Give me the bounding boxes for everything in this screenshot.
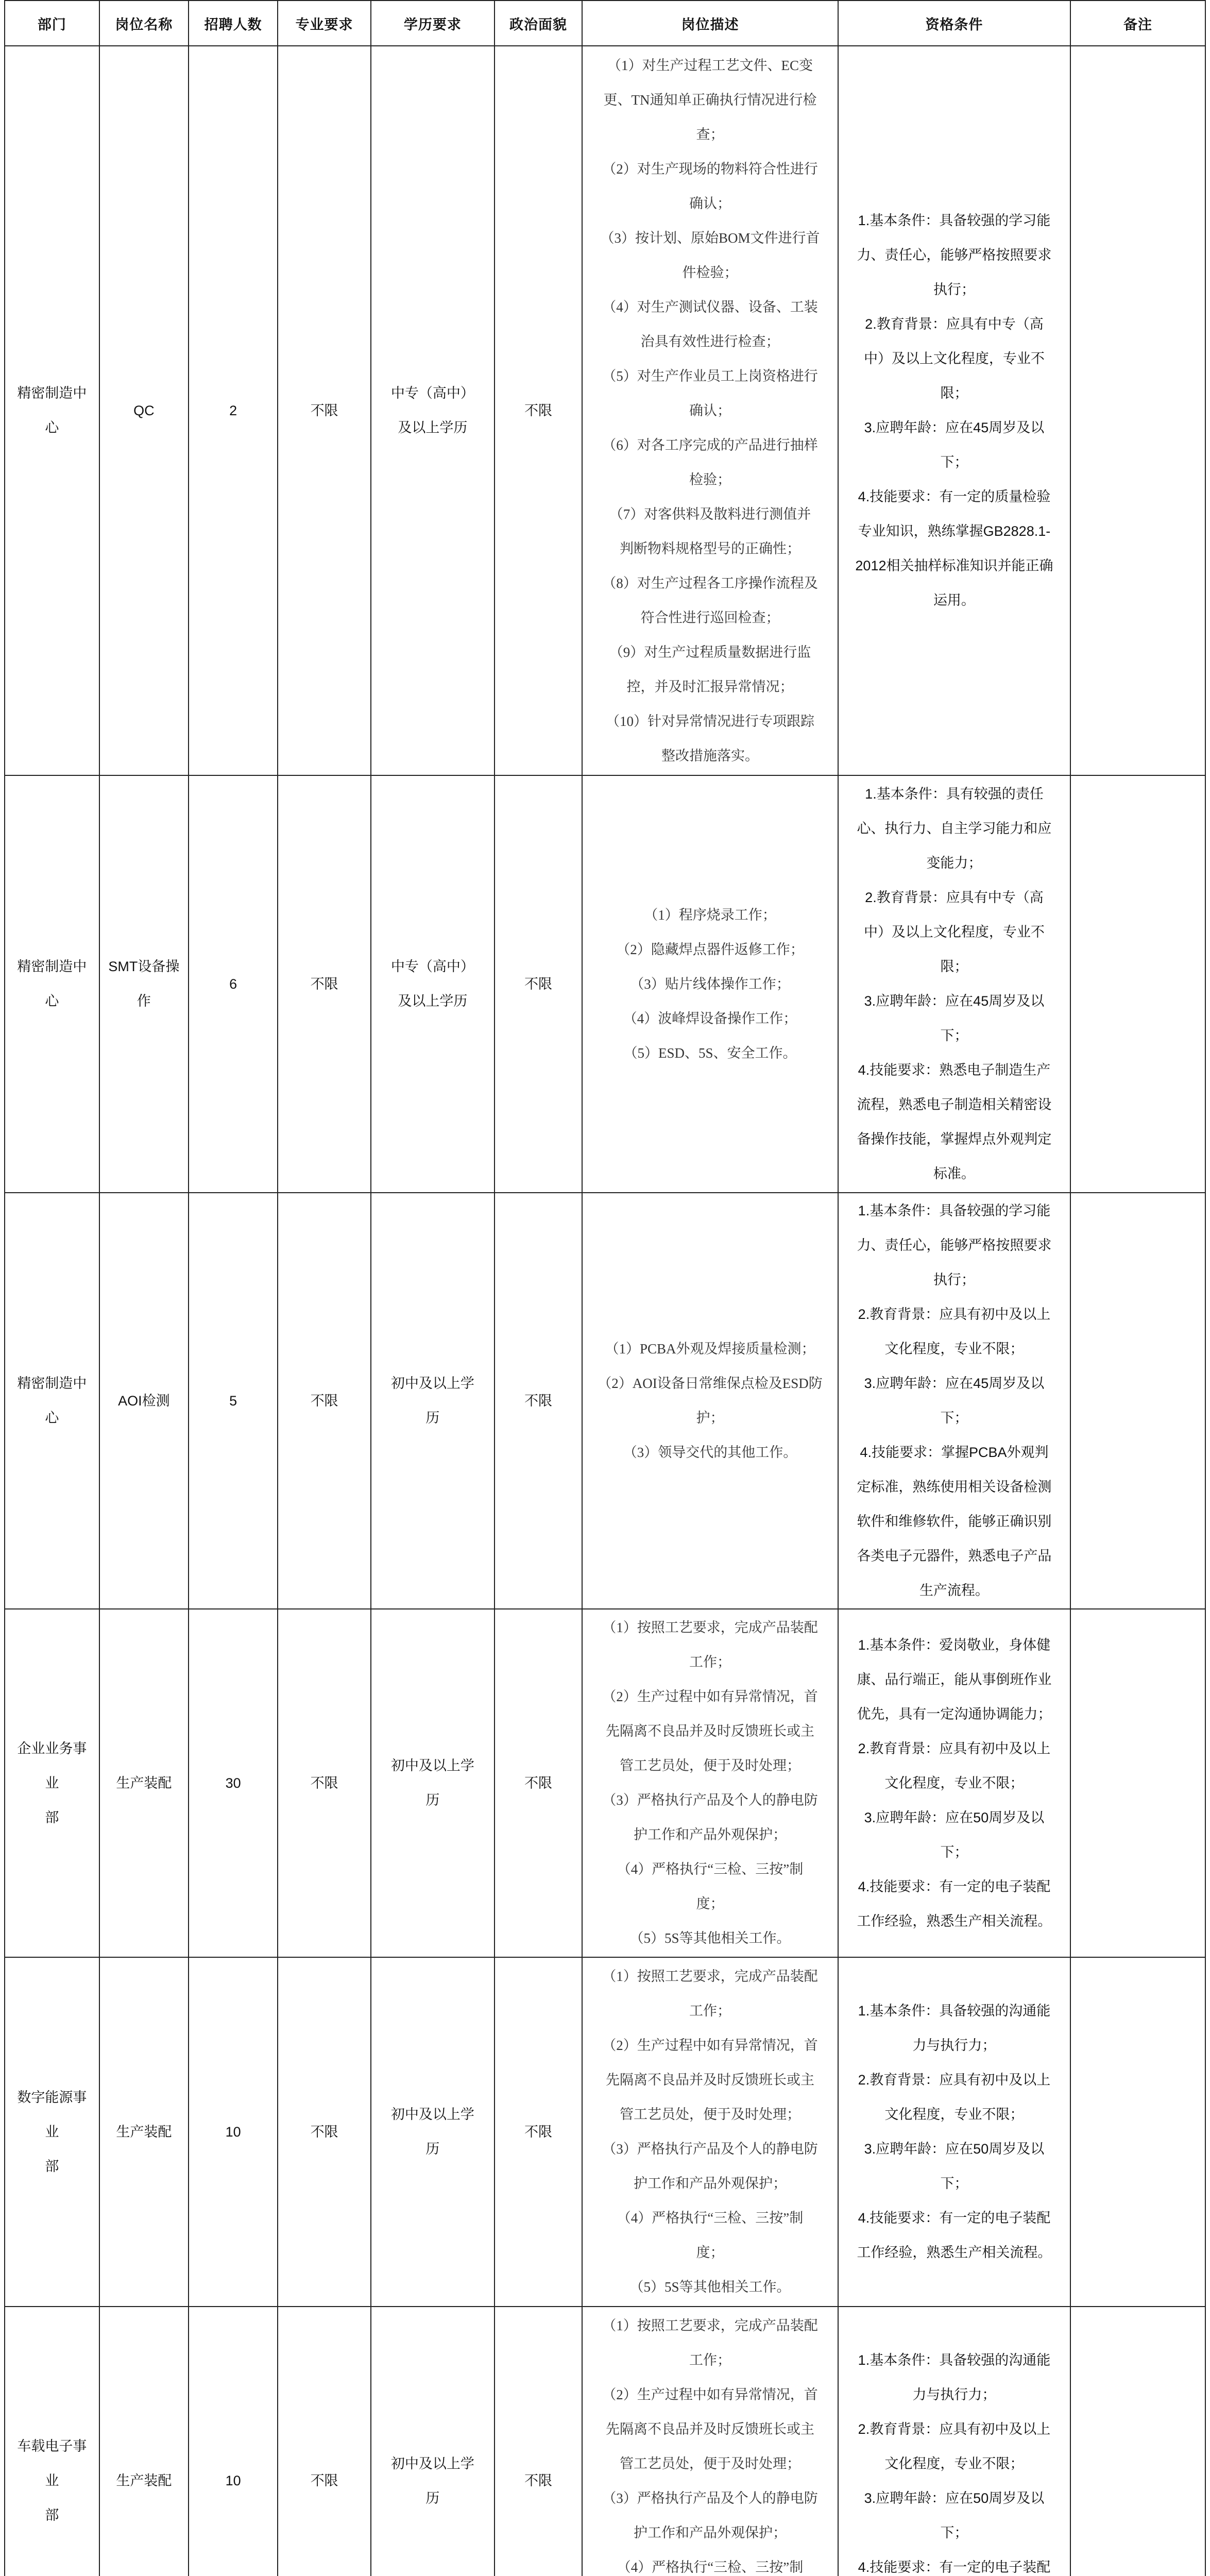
job-description-cell	[582, 46, 838, 775]
qualifications-cell-line: 2012相关抽样标准知识并能正确	[855, 558, 1053, 573]
qualifications-cell-line: 备操作技能，掌握焊点外观判定	[857, 1131, 1052, 1147]
qualifications-cell-line: 3.应聘年龄：应在45周岁及以	[864, 1376, 1045, 1391]
qualifications-cell-line: 下；	[940, 454, 968, 470]
qualifications-cell-line: 1.基本条件：具备较强的学习能	[858, 1203, 1051, 1218]
job-description-cell-line: 度；	[696, 2245, 724, 2260]
major-requirement-cell: 不限	[278, 2307, 371, 2576]
job-description-cell-line: （9）对生产过程质量数据进行监	[609, 644, 811, 660]
job-description-cell-line: （1）按照工艺要求，完成产品装配	[602, 1969, 818, 1984]
table-body	[5, 46, 1205, 2576]
job-description-cell-line: 确认；	[689, 402, 731, 418]
qualifications-cell-line: 2.教育背景：应具有中专（高	[865, 316, 1044, 332]
job-description-cell-line: 治具有效性进行检查；	[640, 333, 780, 349]
job-description-cell-line: 护工作和产品外观保护；	[634, 2524, 787, 2540]
header-row	[5, 1, 1205, 46]
remarks-cell	[1070, 1609, 1205, 1957]
qualifications-cell-line: 2.教育背景：应具有初中及以上	[858, 2421, 1051, 2437]
qualifications-cell-line: 2.教育背景：应具有初中及以上	[858, 1740, 1051, 1756]
position-name-cell: SMT设备操作	[99, 775, 189, 1193]
qualifications-cell-line: 4.技能要求：有一定的电子装配	[858, 1878, 1051, 1894]
qualifications-cell-line: 力与执行力；	[912, 2038, 996, 2053]
department-cell: 精密制造中心	[5, 46, 99, 775]
qualifications-cell-line: 下；	[940, 1844, 968, 1860]
education-requirement-cell-line: 历	[425, 2141, 440, 2157]
qualifications-cell-line: 工作经验，熟悉生产相关流程。	[857, 1913, 1052, 1929]
header-headcount: 招聘人数	[189, 1, 278, 46]
qualifications-cell-line: 1.基本条件：具备较强的沟通能	[858, 2003, 1051, 2019]
education-requirement-cell	[371, 775, 495, 1193]
job-description-cell-line: 护工作和产品外观保护；	[634, 2176, 787, 2191]
job-description-cell-line: （10）针对异常情况进行专项跟踪	[606, 713, 815, 729]
job-description-cell-line: （2）对生产现场的物料符合性进行	[602, 161, 818, 177]
education-requirement-cell-line: 历	[425, 1792, 440, 1808]
job-description-cell-line: 管工艺员处，便于及时处理；	[620, 2107, 801, 2122]
table-row	[5, 1609, 1205, 1957]
qualifications-cell-line: 文化程度，专业不限；	[884, 2455, 1024, 2471]
department-cell-line: 部	[45, 2507, 59, 2523]
job-description-cell-line: （3）按计划、原始BOM文件进行首	[600, 230, 820, 246]
job-description-cell-line: 先隔离不良品并及时反馈班长或主	[606, 2072, 815, 2088]
job-description-cell-line: 先隔离不良品并及时反馈班长或主	[606, 1723, 815, 1739]
position-name-cell: 生产装配	[99, 1957, 189, 2307]
qualifications-cell-line: 1.基本条件：具备较强的学习能	[858, 213, 1051, 228]
education-requirement-cell	[371, 1957, 495, 2307]
education-requirement-cell-line: 历	[425, 1410, 440, 1426]
qualifications-cell-line: 中）及以上文化程度，专业不	[863, 924, 1045, 940]
qualifications-cell-line: 优先，具有一定沟通协调能力；	[857, 1706, 1052, 1722]
job-description-cell-line: （1）对生产过程工艺文件、EC变	[607, 57, 813, 73]
job-description-cell-line: 工作；	[689, 2003, 731, 2019]
table-row	[5, 775, 1205, 1193]
qualifications-cell-line: 流程，熟悉电子制造相关精密设	[857, 1097, 1052, 1112]
qualifications-cell-line: 3.应聘年龄：应在45周岁及以	[864, 993, 1045, 1009]
job-description-cell-line: 护工作和产品外观保护；	[634, 1827, 787, 1842]
job-description-cell-line: （4）严格执行“三检、三按”制	[617, 1861, 804, 1877]
job-description-cell-line: 先隔离不良品并及时反馈班长或主	[606, 2421, 815, 2437]
position-name-cell: QC	[99, 46, 189, 775]
qualifications-cell-line: 4.技能要求：有一定的质量检验	[858, 489, 1051, 504]
qualifications-cell-line: 下；	[940, 1028, 968, 1043]
qualifications-cell	[838, 2307, 1070, 2576]
education-requirement-cell-line: 中专（高中）	[390, 959, 474, 974]
qualifications-cell-line: 1.基本条件：爱岗敬业，身体健	[858, 1637, 1051, 1653]
headcount-cell: 10	[189, 1957, 278, 2307]
political-status-cell: 不限	[495, 2307, 582, 2576]
headcount-cell: 10	[189, 2307, 278, 2576]
qualifications-cell-line: 下；	[940, 2176, 968, 2191]
department-cell	[5, 1609, 99, 1957]
qualifications-cell-line: 力、责任心，能够严格按照要求	[857, 247, 1052, 263]
major-requirement-cell: 不限	[278, 46, 371, 775]
qualifications-cell-line: 4.技能要求：熟悉电子制造生产	[858, 1062, 1051, 1078]
education-requirement-cell-line: 初中及以上学	[390, 1376, 474, 1391]
position-name-cell: 生产装配	[99, 2307, 189, 2576]
department-cell-line: 数字能源事业	[17, 2089, 87, 2140]
political-status-cell: 不限	[495, 46, 582, 775]
education-requirement-cell	[371, 2307, 495, 2576]
job-description-cell-line: 符合性进行巡回检查；	[640, 609, 780, 625]
qualifications-cell-line: 限；	[940, 385, 968, 401]
header-job-description: 岗位描述	[582, 1, 838, 46]
job-description-cell-line: （2）生产过程中如有异常情况，首	[602, 2038, 818, 2053]
department-cell	[5, 2307, 99, 2576]
job-description-cell-line: 控，并及时汇报异常情况；	[626, 679, 794, 694]
position-name-cell: AOI检测	[99, 1193, 189, 1609]
job-description-cell-line: （3）严格执行产品及个人的静电防	[602, 1792, 818, 1808]
education-requirement-cell-line: 中专（高中）	[390, 385, 474, 401]
job-description-cell-line: （3）领导交代的其他工作。	[623, 1445, 797, 1460]
job-description-cell-line: 工作；	[689, 2352, 731, 2368]
qualifications-cell-line: 3.应聘年龄：应在50周岁及以	[864, 2141, 1045, 2157]
qualifications-cell-line: 4.技能要求：有一定的电子装配	[858, 2559, 1051, 2575]
job-description-cell-line: 判断物料规格型号的正确性；	[620, 540, 801, 556]
table-row	[5, 46, 1205, 775]
qualifications-cell-line: 执行；	[933, 282, 975, 297]
job-description-cell-line: （5）对生产作业员工上岗资格进行	[602, 368, 818, 384]
education-requirement-cell	[371, 1193, 495, 1609]
job-description-cell-line: （1）程序烧录工作；	[644, 907, 776, 923]
job-description-cell	[582, 1609, 838, 1957]
job-description-cell	[582, 2307, 838, 2576]
political-status-cell: 不限	[495, 1609, 582, 1957]
table-header	[5, 1, 1205, 46]
education-requirement-cell-line: 初中及以上学	[390, 2455, 474, 2471]
job-description-cell-line: 更、TN通知单正确执行情况进行检	[603, 92, 817, 108]
qualifications-cell-line: 变能力；	[926, 855, 982, 871]
qualifications-cell-line: 中）及以上文化程度，专业不	[863, 351, 1045, 366]
political-status-cell: 不限	[495, 1193, 582, 1609]
position-name-cell: 生产装配	[99, 1609, 189, 1957]
job-description-cell-line: 度；	[696, 1896, 724, 1911]
major-requirement-cell: 不限	[278, 1193, 371, 1609]
job-description-cell-line: （1）按照工艺要求，完成产品装配	[602, 1620, 818, 1635]
job-description-cell-line: 件检验；	[682, 264, 738, 280]
remarks-cell	[1070, 775, 1205, 1193]
qualifications-cell-line: 各类电子元器件，熟悉电子产品	[857, 1548, 1052, 1564]
qualifications-cell-line: 运用。	[933, 592, 975, 608]
qualifications-cell-line: 文化程度，专业不限；	[884, 1341, 1024, 1357]
qualifications-cell-line: 2.教育背景：应具有初中及以上	[858, 1307, 1051, 1322]
qualifications-cell-line: 力与执行力；	[912, 2386, 996, 2402]
headcount-cell: 2	[189, 46, 278, 775]
qualifications-cell	[838, 1957, 1070, 2307]
job-description-cell-line: 护；	[696, 1410, 724, 1426]
job-description-cell-line: （5）5S等其他相关工作。	[629, 2279, 791, 2295]
qualifications-cell-line: 3.应聘年龄：应在50周岁及以	[864, 1809, 1045, 1825]
remarks-cell	[1070, 2307, 1205, 2576]
major-requirement-cell: 不限	[278, 775, 371, 1193]
political-status-cell: 不限	[495, 775, 582, 1193]
job-description-cell-line: （5）ESD、5S、安全工作。	[623, 1045, 797, 1061]
major-requirement-cell: 不限	[278, 1957, 371, 2307]
department-cell-line: 部	[45, 1809, 59, 1825]
job-description-cell-line: （4）严格执行“三检、三按”制	[617, 2559, 804, 2575]
qualifications-cell	[838, 1193, 1070, 1609]
table-row	[5, 1957, 1205, 2307]
education-requirement-cell	[371, 46, 495, 775]
qualifications-cell	[838, 46, 1070, 775]
qualifications-cell-line: 2.教育背景：应具有初中及以上	[858, 2072, 1051, 2088]
department-cell-line: 车载电子事业	[17, 2438, 87, 2488]
qualifications-cell-line: 工作经验，熟悉生产相关流程。	[857, 2245, 1052, 2260]
job-description-cell-line: 工作；	[689, 1654, 731, 1670]
qualifications-cell	[838, 1609, 1070, 1957]
job-description-cell-line: （3）严格执行产品及个人的静电防	[602, 2141, 818, 2157]
department-cell: 精密制造中心	[5, 775, 99, 1193]
department-cell: 精密制造中心	[5, 1193, 99, 1609]
department-cell-line: 部	[45, 2158, 59, 2174]
education-requirement-cell	[371, 1609, 495, 1957]
qualifications-cell-line: 下；	[940, 2524, 968, 2540]
political-status-cell: 不限	[495, 1957, 582, 2307]
headcount-cell: 6	[189, 775, 278, 1193]
job-description-cell-line: 检验；	[689, 471, 731, 487]
qualifications-cell-line: 生产流程。	[919, 1583, 989, 1598]
job-description-cell	[582, 775, 838, 1193]
education-requirement-cell-line: 及以上学历	[398, 993, 468, 1009]
department-cell	[5, 1957, 99, 2307]
header-major-requirement: 专业要求	[278, 1, 371, 46]
header-position-name: 岗位名称	[99, 1, 189, 46]
job-description-cell-line: 管工艺员处，便于及时处理；	[620, 2455, 801, 2471]
header-department: 部门	[5, 1, 99, 46]
job-description-cell-line: （3）贴片线体操作工作；	[630, 976, 790, 992]
qualifications-cell-line: 限；	[940, 959, 968, 974]
job-description-cell-line: （1）按照工艺要求，完成产品装配	[602, 2317, 818, 2333]
qualifications-cell-line: 下；	[940, 1410, 968, 1426]
qualifications-cell-line: 执行；	[933, 1272, 975, 1287]
qualifications-cell	[838, 775, 1070, 1193]
job-description-cell	[582, 1957, 838, 2307]
job-description-cell-line: （2）生产过程中如有异常情况，首	[602, 1689, 818, 1704]
qualifications-cell-line: 专业知识，熟练掌握GB2828.1-	[858, 523, 1051, 539]
qualifications-cell-line: 1.基本条件：具备较强的沟通能	[858, 2352, 1051, 2368]
header-remarks: 备注	[1070, 1, 1205, 46]
job-description-cell-line: （7）对客供料及散料进行测值并	[609, 506, 811, 522]
qualifications-cell-line: 3.应聘年龄：应在45周岁及以	[864, 420, 1045, 435]
headcount-cell: 5	[189, 1193, 278, 1609]
job-description-cell-line: （8）对生产过程各工序操作流程及	[602, 575, 818, 591]
qualifications-cell-line: 1.基本条件：具有较强的责任	[865, 786, 1044, 802]
qualifications-cell-line: 2.教育背景：应具有中专（高	[865, 890, 1044, 905]
qualifications-cell-line: 文化程度，专业不限；	[884, 1775, 1024, 1791]
remarks-cell	[1070, 1957, 1205, 2307]
qualifications-cell-line: 3.应聘年龄：应在50周岁及以	[864, 2490, 1045, 2506]
job-description-cell-line: 确认；	[689, 195, 731, 211]
job-description-cell	[582, 1193, 838, 1609]
education-requirement-cell-line: 及以上学历	[398, 420, 468, 435]
job-description-cell-line: （4）对生产测试仪器、设备、工装	[602, 299, 818, 315]
major-requirement-cell: 不限	[278, 1609, 371, 1957]
headcount-cell: 30	[189, 1609, 278, 1957]
education-requirement-cell-line: 历	[425, 2490, 440, 2506]
job-description-cell-line: 整改措施落实。	[661, 748, 759, 764]
job-description-cell-line: （1）PCBA外观及焊接质量检测；	[605, 1341, 815, 1357]
qualifications-cell-line: 定标准，熟练使用相关设备检测	[857, 1479, 1052, 1495]
job-description-cell-line: 管工艺员处，便于及时处理；	[620, 1758, 801, 1773]
qualifications-cell-line: 4.技能要求：掌握PCBA外观判	[860, 1445, 1049, 1460]
qualifications-cell-line: 力、责任心，能够严格按照要求	[857, 1238, 1052, 1253]
qualifications-cell-line: 心、执行力、自主学习能力和应	[857, 821, 1052, 836]
job-description-cell-line: （3）严格执行产品及个人的静电防	[602, 2490, 818, 2506]
header-education-requirement: 学历要求	[371, 1, 495, 46]
job-description-cell-line: （2）AOI设备日常维保点检及ESD防	[598, 1376, 823, 1391]
job-description-cell-line: （2）隐藏焊点器件返修工作；	[616, 941, 804, 957]
qualifications-cell-line: 软件和维修软件，能够正确识别	[857, 1514, 1052, 1529]
qualifications-cell-line: 康、品行端正，能从事倒班作业	[857, 1671, 1052, 1687]
job-description-cell-line: （6）对各工序完成的产品进行抽样	[602, 437, 818, 453]
qualifications-cell-line: 标准。	[933, 1166, 975, 1181]
education-requirement-cell-line: 初中及以上学	[390, 1758, 474, 1773]
job-description-cell-line: （2）生产过程中如有异常情况，首	[602, 2386, 818, 2402]
department-cell-line: 企业业务事业	[17, 1740, 87, 1791]
recruitment-table	[4, 0, 1206, 2576]
job-description-cell-line: （4）严格执行“三检、三按”制	[617, 2210, 804, 2226]
table-row	[5, 2307, 1205, 2576]
header-political-status: 政治面貌	[495, 1, 582, 46]
job-description-cell-line: 查；	[696, 126, 724, 142]
header-qualifications: 资格条件	[838, 1, 1070, 46]
qualifications-cell-line: 4.技能要求：有一定的电子装配	[858, 2210, 1051, 2226]
job-description-cell-line: （5）5S等其他相关工作。	[629, 1930, 791, 1946]
education-requirement-cell-line: 初中及以上学	[390, 2107, 474, 2122]
job-description-cell-line: （4）波峰焊设备操作工作；	[623, 1010, 797, 1026]
qualifications-cell-line: 文化程度，专业不限；	[884, 2107, 1024, 2122]
remarks-cell	[1070, 46, 1205, 775]
remarks-cell	[1070, 1193, 1205, 1609]
table-row	[5, 1193, 1205, 1609]
